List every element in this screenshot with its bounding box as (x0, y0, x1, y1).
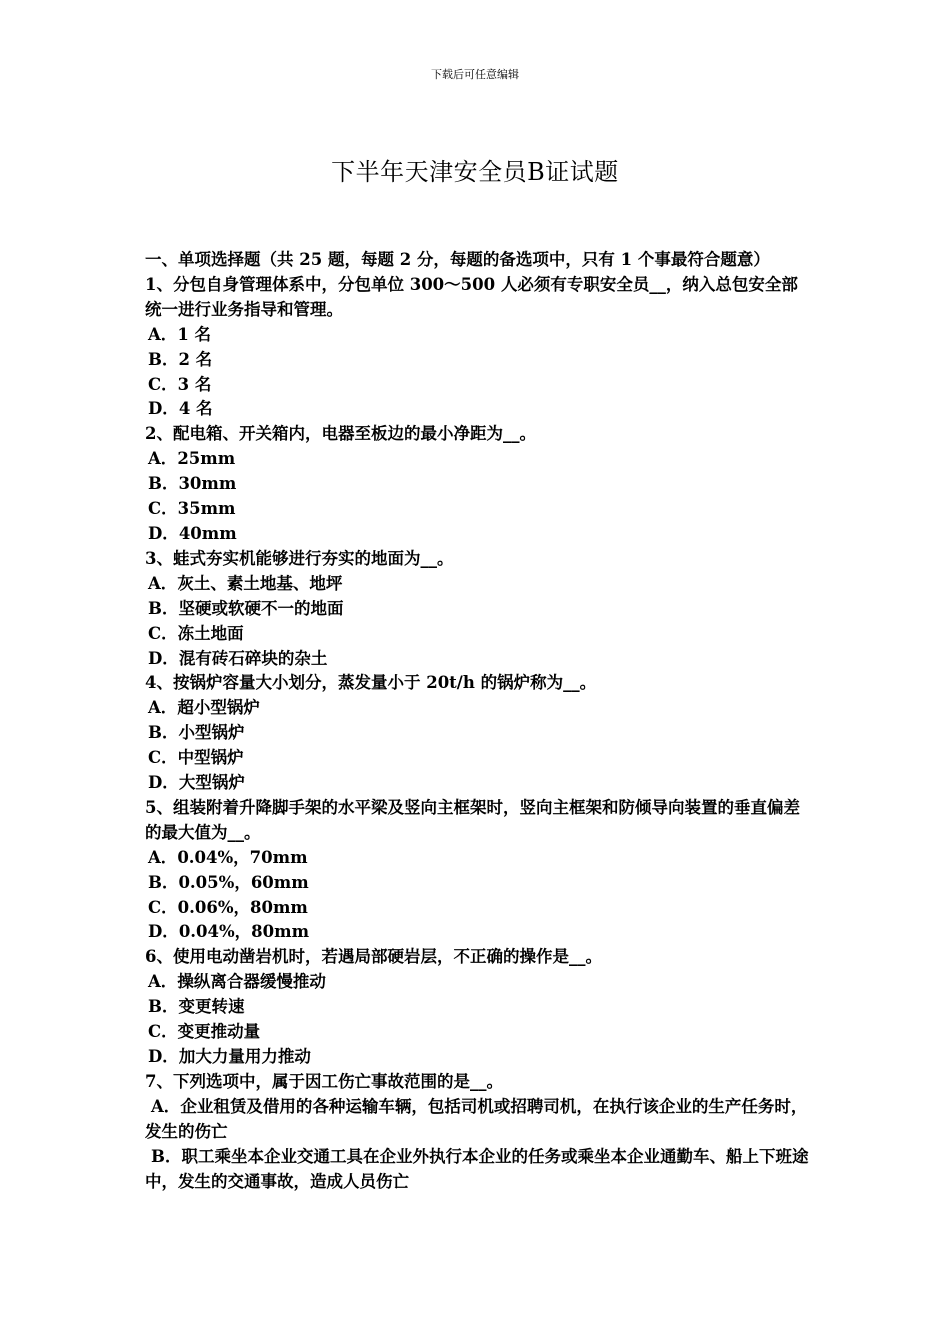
option-a (145, 1095, 810, 1145)
option-text: 3 名 (177, 374, 212, 394)
option-letter: A． (151, 1096, 181, 1116)
option-text: 职工乘坐本企业交通工具在企业外执行本企业的任务或乘坐本企业通勤车、船上下班途中，发生的交通事故，造成人员伤亡 (145, 1146, 809, 1191)
option-text: 加大力量用力推动 (178, 1047, 311, 1066)
question-6 (145, 945, 810, 1070)
option-a (145, 323, 810, 348)
option-letter: A． (148, 324, 178, 344)
question-text: 4、按锅炉容量大小划分，蒸发量小于 20t/h 的锅炉称为__。 (145, 673, 597, 693)
option-letter: B． (148, 598, 179, 618)
option-a (145, 696, 810, 721)
option-text: 混有砖石碎块的杂土 (178, 648, 328, 668)
option-b (145, 995, 810, 1020)
option-a (145, 447, 810, 472)
option-letter: B． (148, 997, 179, 1017)
option-letter: A． (148, 847, 178, 867)
option-text: 2 名 (178, 349, 213, 369)
option-letter: C． (148, 897, 178, 917)
option-text: 大型锅炉 (178, 773, 245, 793)
option-a (145, 846, 810, 871)
option-c (145, 373, 810, 398)
option-d (145, 397, 810, 422)
option-letter: A． (148, 449, 178, 469)
option-letter: D． (148, 1047, 179, 1066)
question-list (145, 248, 810, 1194)
question-1 (145, 273, 810, 422)
option-text: 操纵离合器缓慢推动 (177, 972, 326, 992)
question-text: 7、下列选项中，属于因工伤亡事故范围的是__。 (145, 1071, 503, 1091)
question-7 (145, 1070, 810, 1195)
option-letter: D． (148, 399, 179, 419)
option-letter: D． (148, 648, 179, 668)
option-letter: C． (148, 374, 178, 394)
question-4 (145, 671, 810, 796)
option-c (145, 1020, 810, 1045)
option-d (145, 522, 810, 547)
question-2 (145, 422, 810, 547)
document-title: 下半年天津安全员B证试题 (331, 158, 619, 186)
option-text: 灰土、素土地基、地坪 (177, 573, 343, 593)
option-letter: D． (148, 922, 179, 942)
option-text: 25mm (177, 449, 236, 469)
option-letter: D． (148, 773, 179, 793)
option-letter: A． (148, 972, 178, 992)
option-b (145, 597, 810, 622)
option-b (145, 721, 810, 746)
question-3 (145, 547, 810, 672)
option-letter: B． (148, 723, 179, 743)
option-c (145, 622, 810, 647)
option-text: 变更推动量 (177, 1022, 261, 1042)
option-text: 企业租赁及借用的各种运输车辆，包括司机或招聘司机，在执行该企业的生产任务时，发生的伤亡 (145, 1096, 808, 1141)
option-text: 0.04%，70mm (177, 847, 308, 867)
option-d (145, 647, 810, 672)
option-text: 变更转速 (178, 997, 245, 1017)
option-text: 4 名 (178, 399, 213, 419)
option-c (145, 746, 810, 771)
question-text: 2、配电箱、开关箱内，电器至板边的最小净距为__。 (145, 424, 536, 444)
option-b (145, 472, 810, 497)
option-letter: C． (148, 1022, 178, 1042)
option-text: 35mm (177, 499, 236, 519)
option-letter: B． (148, 872, 179, 892)
question-5 (145, 796, 810, 945)
option-b (145, 1145, 810, 1195)
option-text: 0.06%，80mm (177, 897, 308, 917)
option-text: 坚硬或软硬不一的地面 (178, 598, 344, 618)
option-text: 小型锅炉 (178, 723, 245, 743)
option-b (145, 871, 810, 896)
option-a (145, 572, 810, 597)
option-text: 中型锅炉 (177, 748, 244, 768)
option-b (145, 348, 810, 373)
option-a (145, 970, 810, 995)
header-note: 下载后可任意编辑 (431, 68, 519, 81)
option-text: 0.04%，80mm (178, 922, 310, 942)
option-letter: C． (148, 623, 178, 643)
option-letter: B． (148, 349, 179, 369)
option-letter: A． (148, 573, 178, 593)
option-letter: B． (148, 474, 179, 494)
question-text: 5、组装附着升降脚手架的水平梁及竖向主框架时，竖向主框架和防倾导向装置的垂直偏差的最大值为__。 (145, 797, 800, 842)
option-text: 1 名 (177, 324, 212, 344)
option-text: 0.05%，60mm (178, 872, 309, 892)
option-text: 冻土地面 (177, 623, 244, 643)
option-letter: C． (148, 499, 178, 519)
option-c (145, 497, 810, 522)
option-text: 40mm (178, 523, 237, 543)
option-letter: D． (148, 523, 179, 543)
option-d (145, 771, 810, 796)
question-text: 3、蛙式夯实机能够进行夯实的地面为__。 (145, 548, 454, 568)
option-c (145, 896, 810, 921)
option-letter: C． (148, 748, 178, 768)
option-letter: B． (151, 1146, 182, 1166)
question-text: 1、分包自身管理体系中，分包单位 300～500 人必须有专职安全员__，纳入总包安全部统一进行业务指导和管理。 (145, 274, 798, 319)
option-letter: A． (148, 698, 178, 718)
option-text: 超小型锅炉 (177, 698, 260, 718)
option-text: 30mm (178, 474, 237, 494)
option-d (145, 920, 810, 945)
question-text: 6、使用电动凿岩机时，若遇局部硬岩层，不正确的操作是__。 (145, 947, 602, 967)
section-heading: 一、单项选择题（共 25 题，每题 2 分，每题的备选项中，只有 1 个事最符合题意） (145, 250, 770, 269)
option-d (145, 1045, 810, 1070)
